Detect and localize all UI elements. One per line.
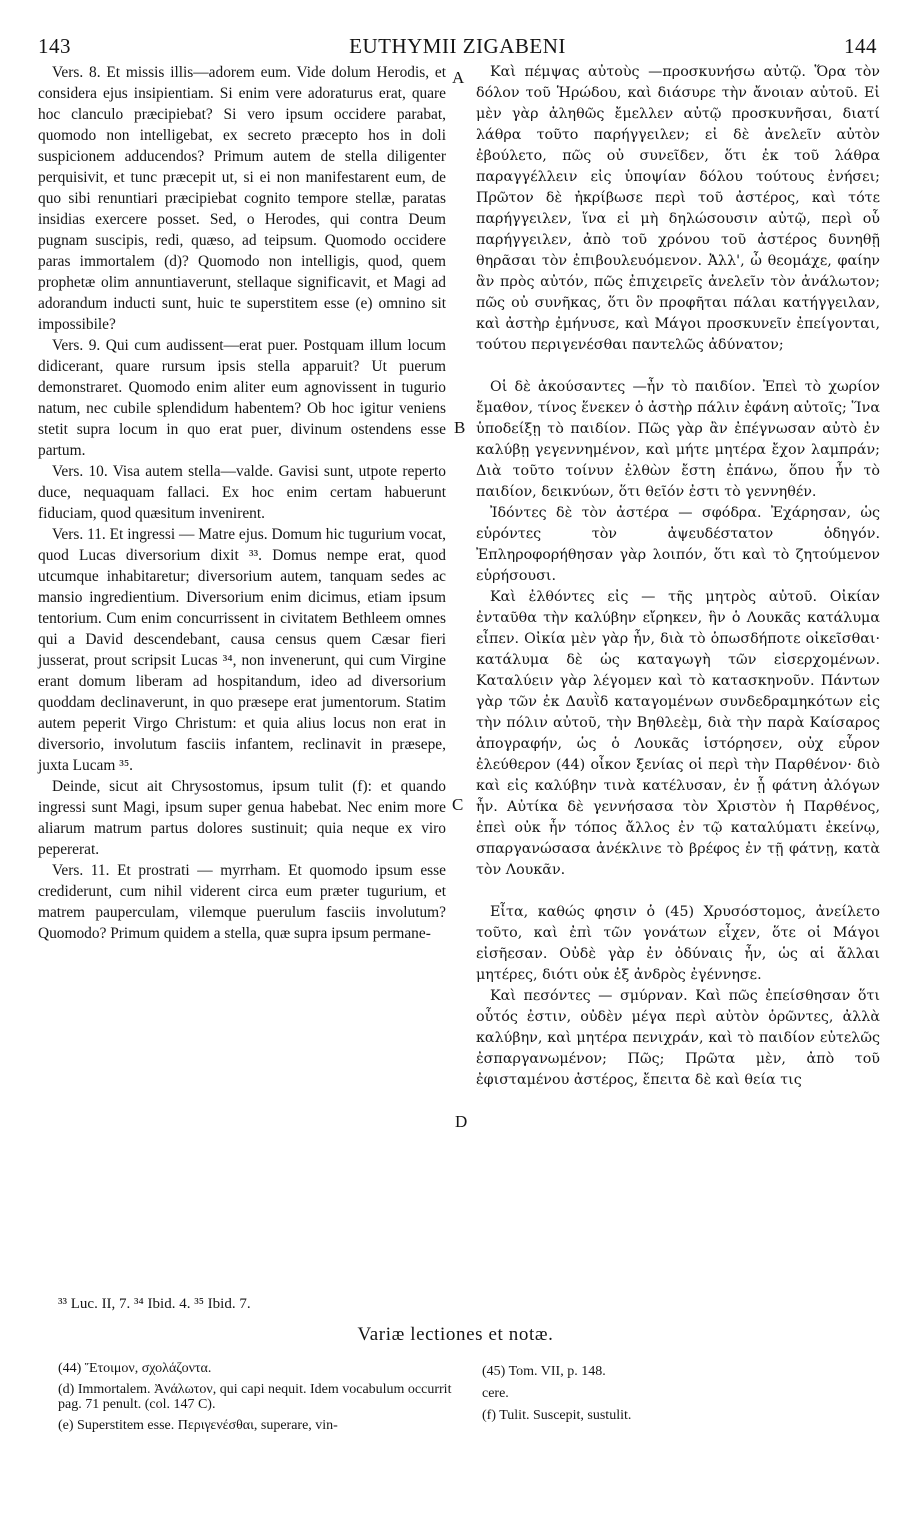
note: (f) Tulit. Suscepit, sustulit. bbox=[482, 1408, 632, 1423]
greek-paragraph: Καὶ πεσόντες — σμύρναν. Καὶ πῶς ἐπείσθησαν ὅτι οὗτός ἐστιν, οὐδὲν μέγα περὶ αὐτὸν ὁρῶντες, ἀλλὰ καλύβην, καὶ μητέρα πενιχράν, καὶ τὸ παιδίον εὐτελῶς ἐσπαργανωμένον; Πῶς; Πρῶτα μὲν, ἀπὸ τοῦ ἐφισταμένου ἀστέρος, ἔπειτα δὲ καὶ θεία τις bbox=[476, 988, 880, 1088]
latin-paragraph: Vers. 8. Et missis illis—adorem eum. Vide dolum Herodis, et considera ejus insipientiam. Si enim vere adoraturus erat, quare hoc clanculo præcipiebat? Si vero ipsum occidere parabat, quomodo non intelligebat, ex secreto præcepto hos in doli suspicionem adducendos? Primum autem de stella diligenter perquisivit, et tunc præcepit ut, si ei non manifestarent eum, de quo sibi renuntiari præcipiebat cognito tempore stellæ, paratas insidias exercere posset. Sed, o Herodes, qui contra Deum pugnam suscipis, redi, quæso, ad teipsum. Quomodo occidere paras immortalem (d)? Quomodo non intelligis, quod, quem prophetæ olim annuntiaverunt, stellaque significavit, et Magi ad adorandum inducti sunt, huic te superstitem esse (e) omnino sit impossibile? bbox=[38, 64, 446, 333]
latin-column bbox=[38, 62, 446, 944]
page-number-right: 144 bbox=[844, 34, 877, 58]
latin-paragraph: Deinde, sicut ait Chrysostomus, ipsum tulit (f): et quando ingressi sunt Magi, ipsum super genua habebat. Nec enim more aliarum matrum partus dolores sustinuit; quia neque ex viro pepererat. bbox=[38, 778, 446, 858]
margin-letter-a: A bbox=[452, 68, 465, 87]
note: (e) Superstitem esse. Περιγενέσθαι, superare, vin- bbox=[58, 1418, 338, 1433]
note: (45) Tom. VII, p. 148. bbox=[482, 1364, 606, 1379]
note: cere. bbox=[482, 1386, 509, 1401]
latin-paragraph: Vers. 10. Visa autem stella—valde. Gavisi sunt, utpote reperto duce, nequaquam fallaci. Ex hoc enim certam habuerunt fiduciam, quod quæsitum invenirent. bbox=[38, 463, 446, 522]
note: (44) Ἕτοιμον, σχολάζοντα. bbox=[58, 1361, 212, 1376]
footnote-references: ³³ Luc. II, 7. ³⁴ Ibid. 4. ³⁵ Ibid. 7. bbox=[58, 1296, 251, 1312]
margin-letter-d: D bbox=[455, 1112, 468, 1131]
latin-paragraph: Vers. 9. Qui cum audissent—erat puer. Postquam illum locum didicerant, quare rursum ipsis stella apparuit? Ut puerum demonstraret. Quomodo enim aliter eum agnovissent in tugurio natum, nec cubile splendidum habentem? Ob hoc igitur veniens stetit supra locum in quo erat puer, divinum ostendens esse partum. bbox=[38, 337, 446, 459]
greek-paragraph: Ἰδόντες δὲ τὸν ἀστέρα — σφόδρα. Ἐχάρησαν, ὡς εὑρόντες τὸν ἀψευδέστατον ὁδηγόν. Ἐπληροφορήθησαν γὰρ λοιπόν, ὅτι καὶ τὸ ζητούμενον εὑρήσουσι. bbox=[476, 505, 880, 584]
notes-left-column bbox=[58, 1361, 458, 1439]
greek-column bbox=[476, 62, 880, 1091]
running-header bbox=[38, 34, 877, 60]
latin-paragraph: Vers. 11. Et prostrati — myrrham. Et quomodo ipsum esse crediderunt, cum nihil viderent circa eum præter tugurium, et matrem pauperculam, vilemque puerulum fasciis involutum? Quomodo? Primum quidem a stella, quæ supra ipsum permane- bbox=[38, 862, 446, 942]
margin-letter-c: C bbox=[452, 795, 464, 814]
page-number-left: 143 bbox=[38, 34, 71, 58]
greek-paragraph: Εἶτα, καθώς φησιν ὁ (45) Χρυσόστομος, ἀνείλετο τοῦτο, καὶ ἐπὶ τῶν γονάτων εἶχεν, ὅτε οἱ Μάγοι εἰσῆεσαν. Οὐδὲ γὰρ ἐν ὀδύναις ἦν, ὡς αἱ ἄλλαι μητέρες, διότι οὐκ ἐξ ἀνδρὸς ἐγέννησε. bbox=[476, 904, 880, 983]
latin-paragraph: Vers. 11. Et ingressi — Matre ejus. Domum hic tugurium vocat, quod Lucas diversorium dixit ³³. Domus nempe erat, quod utcumque inhabitaretur; diversorium autem, tanquam sedes ac mansio ingredientium. Diversorium enim dicimus, etiam ipsum tentorium. Cum enim concurrissent in civitatem Bethleem omnes qui a David descendebant, causa census quem Cæsar fieri jusserat, prout scripsit Lucas ³⁴, non invenerunt, qui cum Virgine erant domum liberam ad hospitandum, ideo ad diversorium quoddam declinaverunt, in quo præsepe erat jumentorum. Statim autem peperit Virgo Christum: et quia alius locus non erat in diversorio, involutum fasciis infantem, reclinavit in præsepe, juxta Lucam ³⁵. bbox=[38, 526, 446, 774]
greek-paragraph: Καὶ ἐλθόντες εἰς — τῆς μητρὸς αὐτοῦ. Οἰκίαν ἐνταῦθα τὴν καλύβην εἴρηκεν, ἣν ὁ Λουκᾶς κατάλυμα εἶπεν. Οἰκία μὲν γὰρ ἦν, διὰ τὸ ὁπωσδήποτε οἰκεῖσθαι· κατάλυμα δὲ ὡς καταγωγὴ τῶν εἰσερχομένων. Καταλύειν γὰρ λέγομεν καὶ τὸ κατασκηνοῦν. Πάντων γὰρ τῶν ἐκ Δαυῒδ καταγομένων συνδεδραμηκότων εἰς τὴν πόλιν αὐτοῦ, τὴν Βηθλεὲμ, διὰ τὴν παρὰ Καίσαρος ἀπογραφήν, ὡς ὁ Λουκᾶς ἱστόρησεν, οὐχ εὗρον ἐλεύθερον (44) οἶκον ξενίας οἱ περὶ τὴν Παρθένον· διὸ καὶ εἰς καλύβην τινὰ κατέλυσαν, ἐν ᾗ φάτνη ἀλόγων ἦν. Αὐτίκα δὲ γεννήσασα τὸν Χριστὸν ἡ Παρθένος, ἐπεὶ οὐκ ἦν τόπος ἄλλος ἐν τῷ καταλύματι ἐκείνῳ, σπαργανώσασα ἀνέκλινε τὸ βρέφος ἐν τῇ φάτνῃ, κατὰ τὸν Λουκᾶν. bbox=[476, 589, 880, 878]
notes-right-column bbox=[482, 1364, 882, 1430]
note: (d) Immortalem. Ἀνάλωτον, qui capi nequit. Idem vocabulum occurrit pag. 71 penult. (col. 147 C). bbox=[58, 1382, 452, 1412]
greek-paragraph: Οἱ δὲ ἀκούσαντες —ἦν τὸ παιδίον. Ἐπεὶ τὸ χωρίον ἔμαθον, τίνος ἕνεκεν ὁ ἀστὴρ πάλιν ἐφάνη αὐτοῖς; Ἵνα ὑποδείξῃ τὸ παιδίον. Πῶς γὰρ ἂν ἐπέγνωσαν αὐτὸ ἐν καλύβῃ γεγεννημένον, καὶ μήτε μητέρα ἔχον λαμπράν; Διὰ τοῦτο τοίνυν ἐλθὼν ἔστη ἐπάνω, ὅπου ἦν τὸ παιδίον, δεικνύων, ὅτι θεῖόν ἐστι τὸ γεννηθέν. bbox=[476, 379, 880, 500]
running-title: EUTHYMII ZIGABENI bbox=[349, 34, 566, 58]
greek-paragraph: Καὶ πέμψας αὐτοὺς —προσκυνήσω αὐτῷ. Ὅρα τὸν δόλον τοῦ Ἡρώδου, καὶ διάσυρε τὴν ἄνοιαν αὐτοῦ. Εἰ μὲν γὰρ ἀληθῶς ἔμελλεν αὐτῷ προσκυνῆσαι, διατί λάθρα τοῦτο παρήγγειλεν; εἰ δὲ ἀνελεῖν αὐτὸν ἐβούλετο, πῶς οὐ συνεῖδεν, ὅτι ἐκ τοῦ λάθρα παραγγέλλειν εἰς ὑποψίαν δόλου τούτους ἐνήσει; Πρῶτον δὲ ἠκρίβωσε περὶ τοῦ ἀστέρος, καὶ τότε παρήγγειλεν, ἵνα εἰ μὴ δηλώσουσιν αὐτῷ, περὶ οὗ παρήγγειλεν, ἀπὸ τοῦ χρόνου τοῦ ἀστέρος δυνηθῇ θηρᾶσαι τὸν ἐπιβουλευόμενον. Ἀλλ', ὦ θεομάχε, φαίην ἂν πρὸς αὐτόν, πῶς ἐπιχειρεῖς ἀνελεῖν τὸν ἀνάλωτον; πῶς οὐ συνῆκας, ὅτι ὃν προφῆται πάλαι κατήγγειλαν, καὶ ἀστὴρ ἐμήνυσε, καὶ Μάγοι προσκυνεῖν ἐπείγονται, τούτου περιγενέσθαι παντελῶς ἀδύνατον; bbox=[476, 64, 880, 353]
variae-lectiones-title: Variæ lectiones et notæ. bbox=[357, 1324, 554, 1345]
margin-letter-b: B bbox=[454, 418, 466, 437]
